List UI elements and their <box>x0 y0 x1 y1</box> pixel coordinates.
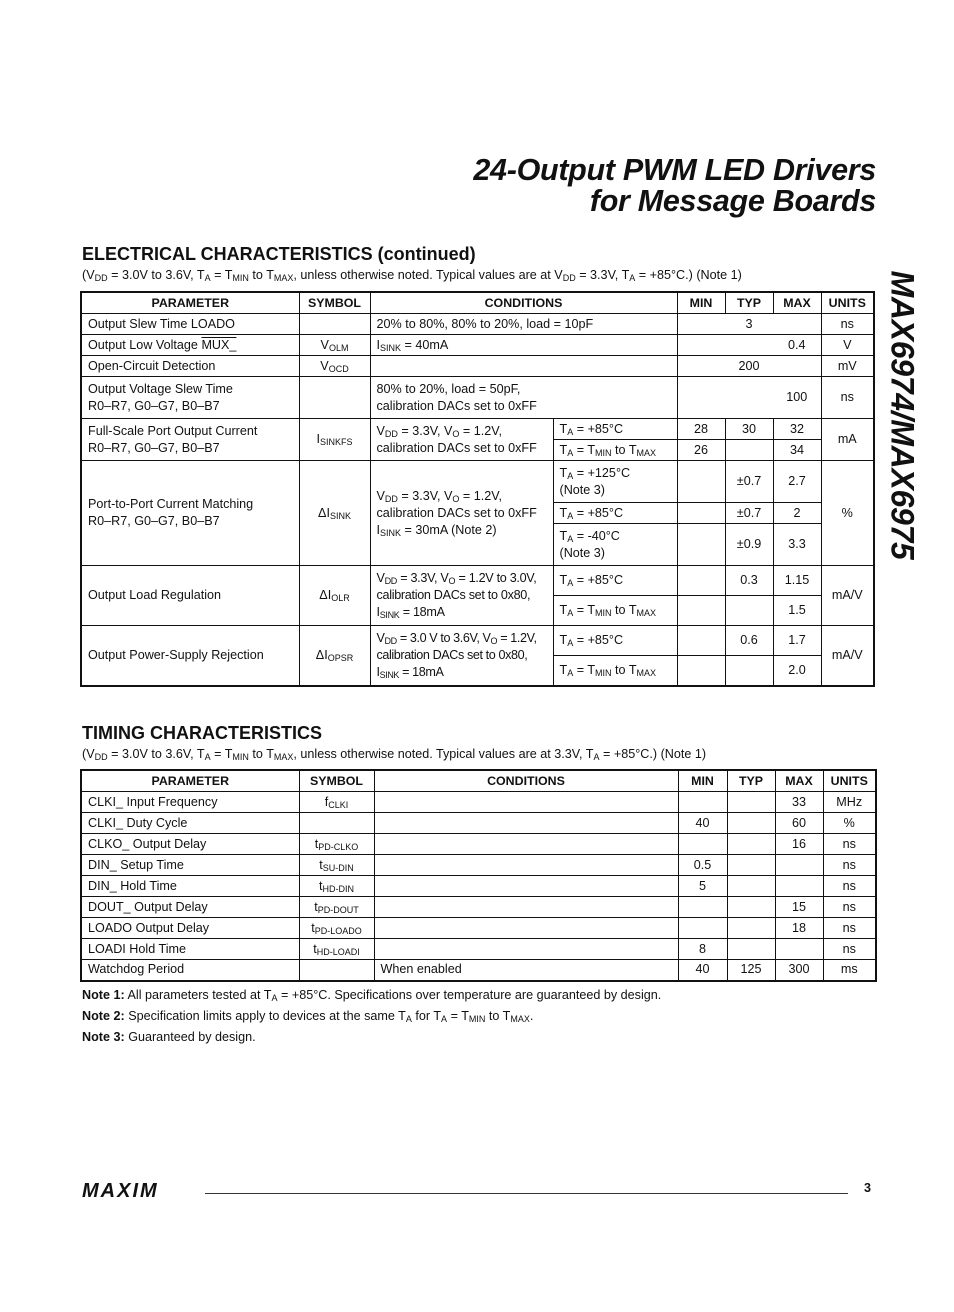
param-cell: Port-to-Port Current Matching R0–R7, G0–G7, B0–B7 <box>81 461 299 566</box>
conditions-cell <box>374 813 678 834</box>
table-row <box>81 918 876 939</box>
typ-cell <box>727 792 775 813</box>
col-typ: TYP <box>725 292 773 314</box>
conditions-cell: $V_{DD} = 3.3V$, $V_O = 1.2V$, calibration DACs set to 0xFF $I_{SINK} = 30mA$ (Note 2) <box>370 461 553 566</box>
conditions-cell: $V_{DD} = 3.3V$, $V_O = 1.2V$, calibration DACs set to 0xFF <box>370 419 553 461</box>
ec-conditions-line: ($V_{DD} = 3.0V$ to 3.6V, $T_A = T_{MIN}$ to $T_{MAX}$, unless otherwise noted. Typical values are at $V_{DD} = 3.3V$, $T_A = +85^\circ C$.) (Note 1) <box>82 268 742 283</box>
min-cell: 40 <box>678 813 727 834</box>
max-cell: 2.7 <box>773 461 821 503</box>
typ-cell: ±0.9 <box>725 524 773 566</box>
max-cell: 32 <box>773 419 821 440</box>
units-cell: ns <box>823 918 876 939</box>
symbol-cell: $\Delta I_{SINK}$ <box>299 461 370 566</box>
units-cell: % <box>821 461 874 566</box>
min-cell: 26 <box>677 440 725 461</box>
typ-cell: 3 <box>725 314 773 335</box>
units-cell: mV <box>821 356 874 377</box>
units-cell: MHz <box>823 792 876 813</box>
max-cell: 1.15 <box>773 566 821 596</box>
col-symbol: SYMBOL <box>299 770 374 792</box>
table-header-row <box>81 292 874 314</box>
param-cell: Output Power-Supply Rejection <box>81 626 299 686</box>
table-row <box>81 377 874 419</box>
symbol-cell: $t_{PD-LOADO}$ <box>299 918 374 939</box>
ec-heading: ELECTRICAL CHARACTERISTICS (continued) <box>82 244 476 264</box>
units-cell: ns <box>821 314 874 335</box>
max-cell <box>775 855 823 876</box>
col-symbol: SYMBOL <box>299 292 370 314</box>
table-row <box>81 960 876 981</box>
temp-cell: $T_A = +85^\circ C$ <box>553 566 677 596</box>
units-cell: ns <box>823 855 876 876</box>
typ-cell <box>727 855 775 876</box>
typ-cell <box>727 918 775 939</box>
symbol-cell: $t_{SU-DIN}$ <box>299 855 374 876</box>
min-cell: 5 <box>678 876 727 897</box>
table-row <box>81 461 874 503</box>
param-cell: Open-Circuit Detection <box>81 356 299 377</box>
min-cell <box>677 566 725 596</box>
conditions-cell: $V_{DD} = 3.3V$, $V_O = 1.2V$ to 3.0V, calibration DACs set to 0x80, $I_{SINK} = 18mA$ <box>370 566 553 626</box>
symbol-cell: $V_{OCD}$ <box>299 356 370 377</box>
max-cell <box>773 314 821 335</box>
max-cell: 2.0 <box>773 656 821 686</box>
typ-cell: 30 <box>725 419 773 440</box>
typ-cell <box>725 377 773 419</box>
typ-cell: ±0.7 <box>725 503 773 524</box>
max-cell: 34 <box>773 440 821 461</box>
col-min: MIN <box>677 292 725 314</box>
min-cell <box>677 377 725 419</box>
note-1: Note 1: All parameters tested at $T_A = +85^\circ C$. Specifications over temperature are guaranteed by design. <box>82 988 662 1003</box>
min-cell <box>678 834 727 855</box>
max-cell: 100 <box>773 377 821 419</box>
title-line-1: 24-Output PWM LED Drivers <box>473 153 876 187</box>
temp-cell: $T_A = +85^\circ C$ <box>553 626 677 656</box>
param-cell: Watchdog Period <box>81 960 299 981</box>
table-row <box>81 356 874 377</box>
max-cell: 15 <box>775 897 823 918</box>
max-cell: 2 <box>773 503 821 524</box>
param-cell: Output Low Voltage MUX_ <box>81 335 299 356</box>
table-row <box>81 419 874 440</box>
param-cell: Full-Scale Port Output Current R0–R7, G0–G7, B0–B7 <box>81 419 299 461</box>
conditions-cell <box>374 918 678 939</box>
typ-cell <box>727 939 775 960</box>
tc-heading: TIMING CHARACTERISTICS <box>82 723 322 743</box>
timing-characteristics-table <box>80 769 877 982</box>
param-cell: Output Voltage Slew Time R0–R7, G0–G7, B0–B7 <box>81 377 299 419</box>
typ-cell <box>725 596 773 626</box>
typ-cell: 0.3 <box>725 566 773 596</box>
units-cell: mA/V <box>821 626 874 686</box>
temp-cell: $T_A = T_{MIN}$ to $T_{MAX}$ <box>553 656 677 686</box>
table-header-row <box>81 770 876 792</box>
symbol-cell: $t_{PD-DOUT}$ <box>299 897 374 918</box>
units-cell: V <box>821 335 874 356</box>
conditions-cell: 20% to 80%, 80% to 20%, load = 10pF <box>370 314 677 335</box>
symbol-cell: $I_{SINKFS}$ <box>299 419 370 461</box>
col-typ: TYP <box>727 770 775 792</box>
symbol-cell: $t_{HD-LOADI}$ <box>299 939 374 960</box>
table-row <box>81 335 874 356</box>
typ-cell <box>727 876 775 897</box>
units-cell: ms <box>823 960 876 981</box>
min-cell <box>678 792 727 813</box>
min-cell <box>677 503 725 524</box>
table-row <box>81 939 876 960</box>
side-part-number <box>879 250 925 580</box>
electrical-characteristics-table <box>80 291 875 687</box>
temp-cell: $T_A = T_{MIN}$ to $T_{MAX}$ <box>553 596 677 626</box>
conditions-cell: $V_{DD} = 3.0$ V to 3.6V, $V_O = 1.2V$, calibration DACs set to 0x80, $I_{SINK} = 18mA$ <box>370 626 553 686</box>
typ-cell: ±0.7 <box>725 461 773 503</box>
min-cell <box>677 626 725 656</box>
param-cell: DOUT_ Output Delay <box>81 897 299 918</box>
title-line-2: for Message Boards <box>589 184 876 218</box>
document-title <box>473 155 876 217</box>
page-number: 3 <box>864 1181 872 1195</box>
units-cell: mA <box>821 419 874 461</box>
max-cell: 60 <box>775 813 823 834</box>
max-cell: 18 <box>775 918 823 939</box>
table-row <box>81 834 876 855</box>
min-cell <box>678 918 727 939</box>
max-cell: 16 <box>775 834 823 855</box>
note-3: Note 3: Guaranteed by design. <box>82 1030 256 1044</box>
temp-cell: $T_A = +85^\circ C$ <box>553 503 677 524</box>
min-cell: 0.5 <box>678 855 727 876</box>
symbol-cell: $\Delta I_{OPSR}$ <box>299 626 370 686</box>
note-2: Note 2: Specification limits apply to devices at the same $T_A$ for $T_A = T_{MIN}$ to $T_{MAX}$. <box>82 1009 534 1024</box>
param-cell: Output Load Regulation <box>81 566 299 626</box>
typ-cell <box>725 656 773 686</box>
min-cell <box>678 897 727 918</box>
typ-cell <box>725 335 773 356</box>
conditions-cell <box>374 855 678 876</box>
param-cell: CLKO_ Output Delay <box>81 834 299 855</box>
conditions-cell <box>370 356 677 377</box>
max-cell: 0.4 <box>773 335 821 356</box>
max-cell <box>775 876 823 897</box>
col-parameter: PARAMETER <box>81 292 299 314</box>
units-cell: ns <box>823 939 876 960</box>
units-cell: ns <box>823 897 876 918</box>
typ-cell: 0.6 <box>725 626 773 656</box>
side-part-number-text: MAX6974/MAX6975 <box>884 270 921 560</box>
symbol-cell: $t_{HD-DIN}$ <box>299 876 374 897</box>
min-cell: 28 <box>677 419 725 440</box>
symbol-cell: $t_{PD-CLKO}$ <box>299 834 374 855</box>
param-cell: Output Slew Time LOADO <box>81 314 299 335</box>
typ-cell: 200 <box>725 356 773 377</box>
maxim-logo: MAXIM <box>82 1180 159 1202</box>
timing-table-body <box>81 792 876 981</box>
temp-cell: $T_A = +125^\circ C$ (Note 3) <box>553 461 677 503</box>
param-cell: LOADI Hold Time <box>81 939 299 960</box>
min-cell <box>677 335 725 356</box>
symbol-cell <box>299 377 370 419</box>
col-parameter: PARAMETER <box>81 770 299 792</box>
min-cell <box>677 356 725 377</box>
table-row <box>81 626 874 656</box>
table-row <box>81 876 876 897</box>
col-conditions: CONDITIONS <box>370 292 677 314</box>
min-cell: 8 <box>678 939 727 960</box>
symbol-cell <box>299 813 374 834</box>
param-cell: LOADO Output Delay <box>81 918 299 939</box>
symbol-cell <box>299 314 370 335</box>
units-cell: ns <box>823 834 876 855</box>
typ-cell <box>725 440 773 461</box>
typ-cell <box>727 897 775 918</box>
typ-cell: 125 <box>727 960 775 981</box>
units-cell: % <box>823 813 876 834</box>
min-cell <box>677 524 725 566</box>
temp-cell: $T_A = T_{MIN}$ to $T_{MAX}$ <box>553 440 677 461</box>
conditions-cell <box>374 897 678 918</box>
min-cell <box>677 461 725 503</box>
conditions-cell: When enabled <box>374 960 678 981</box>
col-max: MAX <box>773 292 821 314</box>
max-cell: 300 <box>775 960 823 981</box>
conditions-cell <box>374 876 678 897</box>
param-cell: DIN_ Hold Time <box>81 876 299 897</box>
conditions-cell <box>374 792 678 813</box>
param-cell: CLKI_ Duty Cycle <box>81 813 299 834</box>
param-cell: DIN_ Setup Time <box>81 855 299 876</box>
max-cell <box>775 939 823 960</box>
col-conditions: CONDITIONS <box>374 770 678 792</box>
typ-cell <box>727 813 775 834</box>
table-row <box>81 314 874 335</box>
table-row <box>81 855 876 876</box>
units-cell: ns <box>821 377 874 419</box>
table-row <box>81 813 876 834</box>
col-min: MIN <box>678 770 727 792</box>
symbol-cell: $f_{CLKI}$ <box>299 792 374 813</box>
conditions-cell: $I_{SINK} = 40mA$ <box>370 335 677 356</box>
conditions-cell <box>374 834 678 855</box>
conditions-cell <box>374 939 678 960</box>
units-cell: ns <box>823 876 876 897</box>
symbol-cell: $\Delta I_{OLR}$ <box>299 566 370 626</box>
footer-rule <box>205 1193 848 1194</box>
max-cell: 1.5 <box>773 596 821 626</box>
max-cell <box>773 356 821 377</box>
min-cell <box>677 596 725 626</box>
min-cell: 40 <box>678 960 727 981</box>
max-cell: 1.7 <box>773 626 821 656</box>
table-row <box>81 792 876 813</box>
col-max: MAX <box>775 770 823 792</box>
temp-cell: $T_A = +85^\circ C$ <box>553 419 677 440</box>
table-row <box>81 897 876 918</box>
col-units: UNITS <box>823 770 876 792</box>
typ-cell <box>727 834 775 855</box>
tc-conditions-line: ($V_{DD} = 3.0V$ to 3.6V, $T_A = T_{MIN}$ to $T_{MAX}$, unless otherwise noted. Typical values are at 3.3V, $T_A = +85^\circ C$.) (Note 1) <box>82 747 707 762</box>
symbol-cell: $V_{OLM}$ <box>299 335 370 356</box>
max-cell: 33 <box>775 792 823 813</box>
min-cell <box>677 656 725 686</box>
table-row <box>81 566 874 596</box>
max-cell: 3.3 <box>773 524 821 566</box>
min-cell <box>677 314 725 335</box>
temp-cell: $T_A = -40^\circ C$ (Note 3) <box>553 524 677 566</box>
col-units: UNITS <box>821 292 874 314</box>
param-cell: CLKI_ Input Frequency <box>81 792 299 813</box>
symbol-cell <box>299 960 374 981</box>
conditions-cell: 80% to 20%, load = 50pF, calibration DACs set to 0xFF <box>370 377 677 419</box>
units-cell: mA/V <box>821 566 874 626</box>
